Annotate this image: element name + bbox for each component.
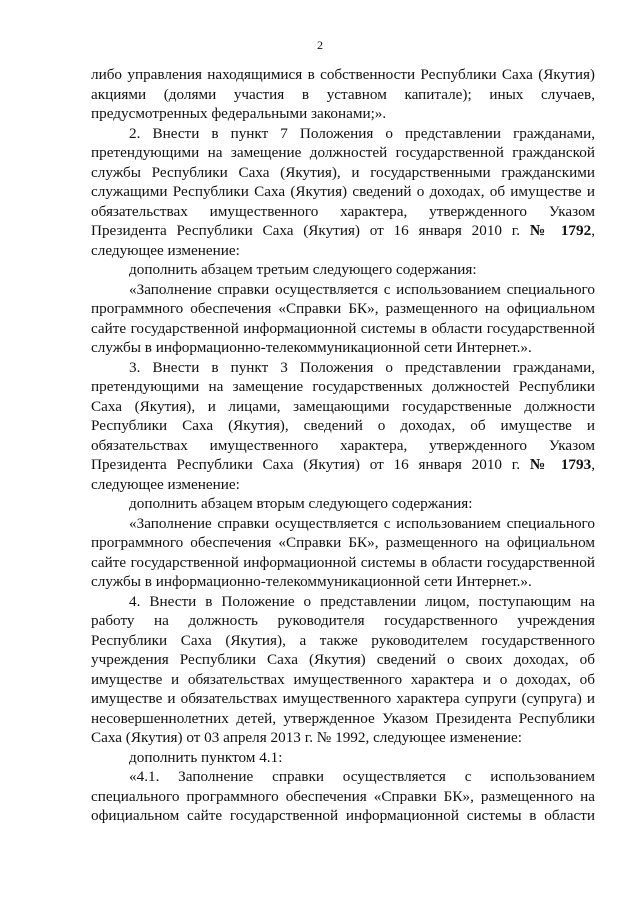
paragraph-item-4: 4. Внести в Положение о представлении лицом, поступающим на работу на должность руководителя государственного учреждения Республики Саха (Якутия), а также руководителем государственного учреждения Республики Саха (Якутия) сведений о своих доходах, об имуществе и обязательствах имущественного характера и о доходах, об имуществе и обязательствах имущественного характера супруги (супруга) и несовершеннолетних детей, утвержденное Указом Президента Республики Саха (Якутия) от 03 апреля 2013 г. № 1992, следующее изменение: xyxy=(91,592,595,746)
paragraph-item-2-tail: , следующее изменение: xyxy=(91,222,596,259)
decree-number-1793: № 1793 xyxy=(529,456,592,473)
paragraph-item-2 xyxy=(91,124,595,261)
page-number: 2 xyxy=(317,38,323,52)
paragraph-item-2-instruction: дополнить абзацем третьим следующего содержания: xyxy=(129,261,477,278)
paragraph-continuation: либо управления находящимися в собственности Республики Саха (Якутия) акциями (долями участия в уставном капитале); иных случаев, предусмотренных федеральными законами;». xyxy=(91,66,595,122)
paragraph-item-4-quote: «4.1. Заполнение справки осуществляется с использованием специального программного обеспечения «Справки БК», размещенного на официальном сайте государственной информационной системы в области xyxy=(91,768,595,824)
paragraph-item-2-quote: «Заполнение справки осуществляется с использованием специального программного обеспечения «Справки БК», размещенного на официальном сайте государственной информационной системы в области государственной службы в информационно-телекоммуникационной сети Интернет.». xyxy=(91,280,595,356)
paragraph-item-3-instruction: дополнить абзацем вторым следующего содержания: xyxy=(129,495,473,512)
decree-number-1792: № 1792 xyxy=(529,222,592,239)
paragraph-item-3-quote: «Заполнение справки осуществляется с использованием специального программного обеспечения «Справки БК», размещенного на официальном сайте государственной информационной системы в области государственной службы в информационно-телекоммуникационной сети Интернет.». xyxy=(91,514,595,590)
paragraph-item-4-instruction: дополнить пунктом 4.1: xyxy=(129,748,283,766)
document-body xyxy=(91,65,595,826)
paragraph-item-3-tail: , следующее изменение: xyxy=(91,456,596,493)
paragraph-item-3 xyxy=(91,358,595,495)
paragraph-item-3-text: 3. Внести в пункт 3 Положения о представлении гражданами, претендующими на замещение государственных должностей Республики Саха (Якутия), и лицами, замещающими государственные должности Республики Саха (Якутия), сведений о доходах, об имуществе и обязательствах имущественного характера, утвержденного Указом Президента Республики Саха (Якутия) от 16 января 2010 г. xyxy=(91,358,595,473)
paragraph-item-2-text: 2. Внести в пункт 7 Положения о представлении гражданами, претендующими на замещение должностей государственной гражданской службы Республики Саха (Якутия), и государственными гражданскими служащими Республики Саха (Якутия) сведений о доходах, об имуществе и обязательствах имущественного характера, утвержденного Указом Президента Республики Саха (Якутия) от 16 января 2010 г. xyxy=(91,124,595,239)
